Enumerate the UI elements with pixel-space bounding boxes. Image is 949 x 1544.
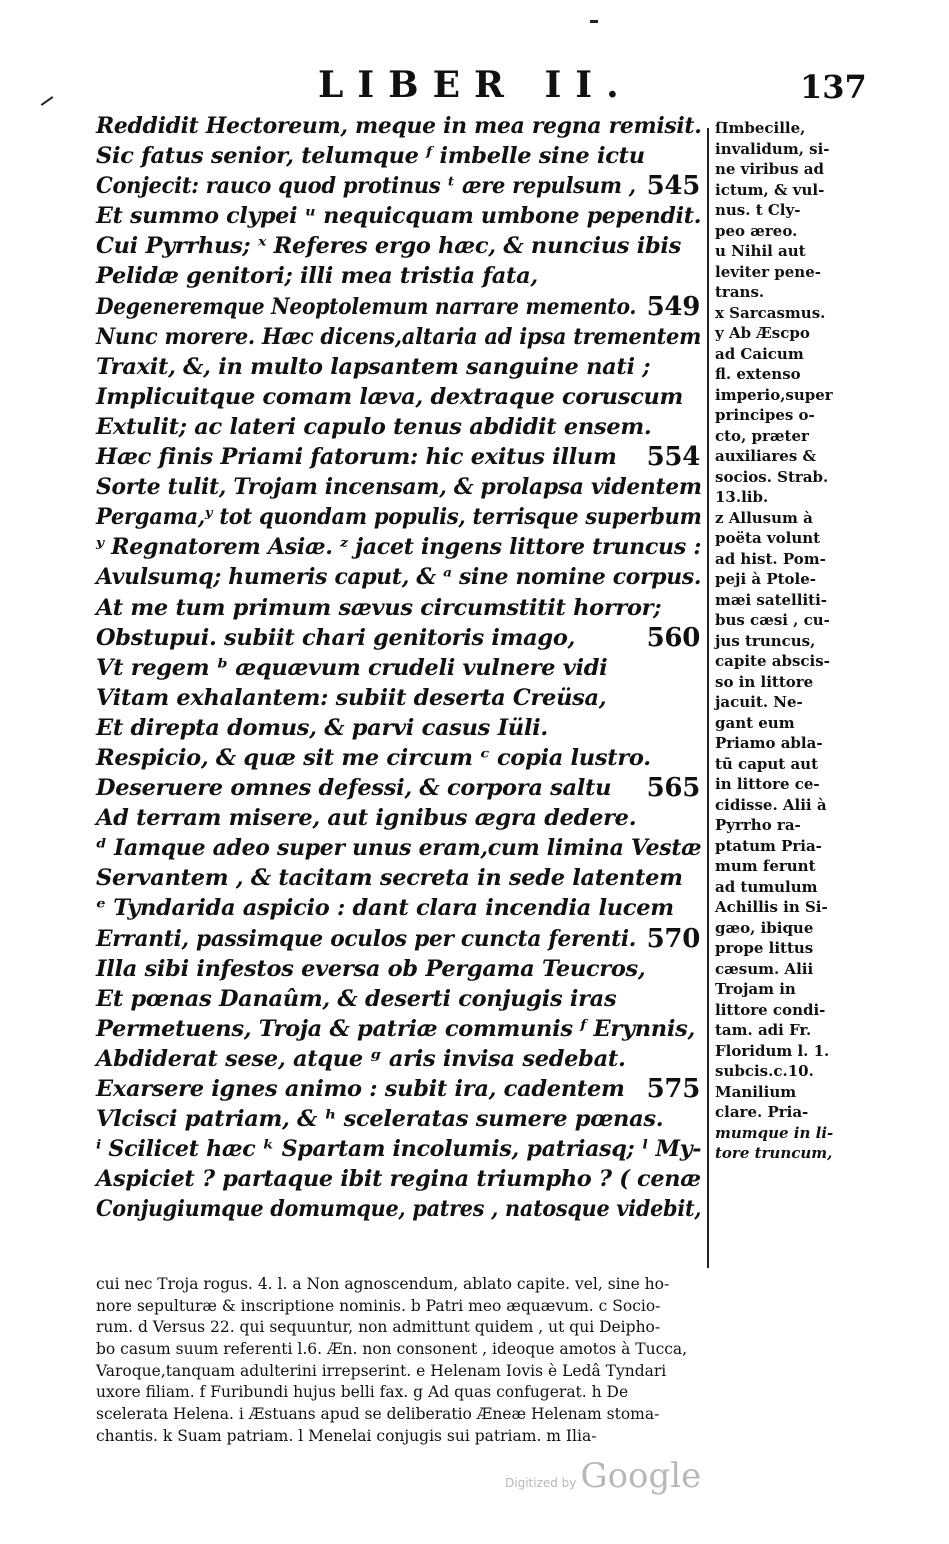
- margin-note-line: trans.: [715, 283, 765, 301]
- verse-text: Vlcisci patriam, & ʰ sceleratas sumere pœnas.: [96, 1106, 664, 1133]
- margin-note-line: ictum, & vul-: [715, 180, 825, 199]
- verse-text: Deseruere omnes defessi, & corpora saltu: [96, 775, 612, 802]
- verse-text: Pergama,ʸ tot quondam populis, terrisque superbum: [96, 504, 702, 531]
- margin-note-line: mum ferunt: [715, 857, 816, 875]
- margin-note-line: Trojam in: [715, 980, 796, 998]
- verse-text: ʸ Regnatorem Asiæ. ᶻ jacet ingens littore truncus :: [96, 534, 702, 561]
- verse-text: Obstupui. subiit chari genitoris imago,: [96, 624, 576, 651]
- margin-note-line: ptatum Pria-: [715, 836, 822, 855]
- verse-text: Aspiciet ? partaque ibit regina triumpho ? ( cenæ: [96, 1166, 701, 1193]
- verse-line: [96, 1044, 706, 1074]
- margin-note-line: socios. Strab.: [715, 467, 829, 486]
- margin-note-line: peo æreo.: [715, 221, 798, 240]
- margin-note-line: poëta volunt: [715, 529, 821, 547]
- verse-text: Permetuens, Troja & patriæ communis ᶠ Erynnis,: [96, 1015, 695, 1042]
- verse-line: [96, 1164, 706, 1194]
- verse-line: [96, 292, 706, 322]
- verse-number: 554: [646, 442, 700, 473]
- footnote-line: chantis. k Suam patriam. l Menelai conjugis sui patriam. m Ilia-: [96, 1426, 597, 1445]
- footnote-line: bo casum suum referenti l.6. Æn. non consonent , ideoque amotos à Tucca,: [96, 1340, 688, 1359]
- verse-line: [96, 472, 706, 502]
- verse-text: Sorte tulit, Trojam incensam, & prolapsa videntem: [96, 474, 702, 501]
- verse-line: [96, 322, 706, 352]
- verse-text: Extulit; ac lateri capulo tenus abdidit ensem.: [96, 413, 652, 440]
- verse-text: Conjugiumque domumque, patres , natosque videbit,: [96, 1196, 702, 1223]
- verse-line: [96, 231, 706, 261]
- watermark-prefix: Digitized by: [505, 1476, 577, 1490]
- page-number: 137: [800, 68, 867, 106]
- verse-text: Vt regem ᵇ æquævum crudeli vulnere vidi: [96, 654, 608, 681]
- verse-text: Servantem , & tacitam secreta in sede latentem: [96, 865, 683, 892]
- verse-line: [96, 201, 706, 231]
- verse-line: [96, 111, 706, 141]
- stray-mark-top: [590, 20, 598, 23]
- verse-text: Erranti, passimque oculos per cuncta ferenti.: [96, 925, 637, 952]
- margin-note-line: invalidum, si-: [715, 139, 830, 158]
- margin-note-line: u Nihil aut: [715, 242, 806, 260]
- verse-line: [96, 562, 706, 592]
- verse-text: Et pœnas Danaûm, & deserti conjugis iras: [96, 985, 617, 1012]
- verse-line: [96, 382, 706, 412]
- verse-number: 560: [646, 622, 700, 653]
- verse-text: Sic fatus senior, telumque ᶠ imbelle sine ictu: [96, 143, 645, 170]
- margin-note-line: principes o-: [715, 406, 815, 424]
- margin-note-line: x Sarcasmus.: [715, 303, 826, 322]
- verse-text: Illa sibi infestos eversa ob Pergama Teucros,: [96, 955, 646, 982]
- verse-line: [96, 653, 706, 683]
- verse-text: Degeneremque Neoptolemum narrare memento.: [96, 293, 637, 320]
- verse-number: 549: [646, 291, 700, 322]
- margin-note-line: ad tumulum: [715, 877, 818, 896]
- verse-line: [96, 502, 706, 532]
- verse-line: [96, 683, 706, 713]
- verse-line: [96, 1014, 706, 1044]
- margin-note-line: z Allusum à: [715, 508, 813, 527]
- watermark-brand: Google: [580, 1456, 702, 1496]
- verse-line: [96, 833, 706, 863]
- verse-text: Pelidæ genitori; illi mea tristia fata,: [96, 263, 538, 290]
- verse-line: [96, 261, 706, 291]
- verse-line: [96, 924, 706, 954]
- margin-note-line: nus. t Cly-: [715, 201, 801, 219]
- margin-note-line: ne viribus ad: [715, 160, 824, 178]
- verse-line: [96, 1194, 706, 1224]
- verse-text: ⁱ Scilicet hæc ᵏ Spartam incolumis, patriasq; ˡ My-: [96, 1136, 702, 1163]
- margin-note-line: in littore ce-: [715, 775, 820, 793]
- margin-note-line: prope littus: [715, 939, 814, 957]
- verse-text: Ad terram misere, aut ignibus ægra dedere.: [96, 805, 637, 832]
- verse-line: [96, 863, 706, 893]
- margin-note-line: leviter pene-: [715, 262, 821, 281]
- footnotes: [96, 1274, 856, 1448]
- verse-line: [96, 743, 706, 773]
- margin-note-line: ad Caicum: [715, 344, 804, 363]
- page-header: [0, 62, 949, 106]
- verse-number: 570: [646, 923, 700, 954]
- verse-text: Hæc finis Priami fatorum: hic exitus illum: [96, 444, 617, 471]
- margin-note-line: jacuit. Ne-: [715, 693, 803, 711]
- verse-text: Reddidit Hectoreum, meque in mea regna remisit.: [96, 113, 702, 139]
- footnote-line: Varoque,tanquam adulterini irrepserint. e Helenam Iovis è Ledâ Tyndari: [96, 1361, 667, 1380]
- verse-text: Abdiderat sese, atque ᵍ aris invisa sedebat.: [96, 1045, 626, 1072]
- margin-note-line: Floridum l. 1.: [715, 1041, 830, 1060]
- verse-line: [96, 442, 706, 472]
- margin-note-line: littore condi-: [715, 1000, 826, 1019]
- verse-text: Exarsere ignes animo : subit ira, cadentem: [96, 1076, 625, 1102]
- verse-text: Traxit, &, in multo lapsantem sanguine nati ;: [96, 353, 651, 380]
- verse-line: [96, 593, 706, 623]
- verse-text: Respicio, & quæ sit me circum ᶜ copia lustro.: [96, 744, 651, 771]
- verse-text: Vitam exhalantem: subiit deserta Creüsa,: [96, 684, 607, 711]
- footnote-line: cui nec Troja rogus. 4. l. a Non agnoscendum, ablato capite. vel, sine ho-: [96, 1275, 670, 1293]
- verse-text: ᵉ Tyndarida aspicio : dant clara incendia lucem: [96, 895, 674, 922]
- verse-line: [96, 412, 706, 442]
- verse-text: ᵈ Iamque adeo super unus eram,cum limina Vestæ: [96, 835, 702, 862]
- margin-note-line: bus cæsi , cu-: [715, 611, 830, 629]
- verse-text: Implicuitque comam læva, dextraque coruscum: [96, 383, 684, 410]
- footnote-line: uxore filiam. f Furibundi hujus belli fax. g Ad quas confugerat. h De: [96, 1383, 629, 1402]
- verse-text: Avulsumq; humeris caput, & ᵃ sine nomine corpus.: [96, 564, 702, 591]
- margin-note-line: peji à Ptole-: [715, 570, 817, 588]
- verse-text: Et summo clypei ᵘ nequicquam umbone pependit.: [96, 203, 702, 230]
- verse-line: [96, 1074, 706, 1104]
- margin-note-line: ſImbecille,: [715, 119, 806, 137]
- verse-text: Cui Pyrrhus; ˣ Referes ergo hæc, & nuncius ibis: [96, 233, 681, 260]
- verse-text: Et direpta domus, & parvi casus Iüli.: [96, 714, 548, 741]
- margin-note-line: jus truncus,: [715, 631, 816, 650]
- margin-note-line: tore truncum,: [715, 1144, 833, 1162]
- margin-note-line: Priamo abla-: [715, 734, 823, 752]
- margin-note-line: clare. Pria-: [715, 1103, 809, 1121]
- verse-column: [96, 111, 706, 1224]
- margin-note-line: y Ab Æscpo: [715, 324, 810, 342]
- margin-note-line: ad hist. Pom-: [715, 549, 826, 568]
- verse-line: [96, 171, 706, 201]
- verse-line: [96, 713, 706, 743]
- margin-note-line: auxiliares &: [715, 447, 817, 465]
- verse-number: 575: [646, 1074, 700, 1104]
- verse-text: At me tum primum sævus circumstitit horror;: [96, 594, 662, 621]
- margin-note-line: so in littore: [715, 672, 814, 691]
- verse-line: [96, 532, 706, 562]
- footnote-line: nore sepulturæ & inscriptione nominis. b Patri meo æquævum. c Socio-: [96, 1296, 661, 1315]
- verse-text: Nunc morere. Hæc dicens,altaria ad ipsa trementem: [96, 323, 702, 350]
- margin-note-line: Manilium: [715, 1082, 797, 1101]
- margin-note-line: tū caput aut: [715, 754, 819, 773]
- margin-note-line: Pyrrho ra-: [715, 816, 801, 834]
- verse-line: [96, 773, 706, 803]
- footnote-line: rum. d Versus 22. qui sequuntur, non admittunt quidem , ut qui Deipho-: [96, 1318, 661, 1337]
- verse-line: [96, 141, 706, 171]
- margin-note-line: tam. adi Fr.: [715, 1021, 812, 1039]
- verse-line: [96, 1104, 706, 1134]
- margin-note-line: mumque in li-: [715, 1123, 834, 1142]
- verse-line: [96, 352, 706, 382]
- margin-notes: [715, 118, 865, 1164]
- margin-note-line: subcis.c.10.: [715, 1062, 814, 1080]
- margin-note-line: gæo, ibique: [715, 918, 814, 937]
- margin-note-line: capite abscis-: [715, 652, 830, 670]
- column-rule: [707, 128, 709, 1268]
- margin-note-line: Achillis in Si-: [715, 898, 828, 916]
- verse-text: Conjecit: rauco quod protinus ᵗ ære repulsum ,: [96, 173, 636, 200]
- margin-note-line: gant eum: [715, 713, 795, 732]
- margin-note-line: cto, præter: [715, 426, 809, 445]
- footnote-line: scelerata Helena. i Æstuans apud se deliberatio Æneæ Helenam stoma-: [96, 1405, 660, 1424]
- digitized-watermark: [505, 1456, 701, 1496]
- running-title: LIBER II.: [318, 64, 633, 106]
- margin-note-line: cidisse. Alii à: [715, 795, 827, 814]
- verse-line: [96, 893, 706, 923]
- margin-note-line: imperio,super: [715, 385, 833, 404]
- verse-line: [96, 1134, 706, 1164]
- verse-line: [96, 984, 706, 1014]
- verse-number: 545: [646, 171, 700, 202]
- verse-line: [96, 803, 706, 833]
- verse-line: [96, 954, 706, 984]
- margin-note-line: 13.lib.: [715, 488, 769, 506]
- margin-note-line: fl. extenso: [715, 365, 801, 383]
- verse-number: 565: [646, 773, 700, 804]
- margin-note-line: mæi satelliti-: [715, 590, 828, 609]
- margin-note-line: cæsum. Alii: [715, 959, 814, 978]
- verse-line: [96, 623, 706, 653]
